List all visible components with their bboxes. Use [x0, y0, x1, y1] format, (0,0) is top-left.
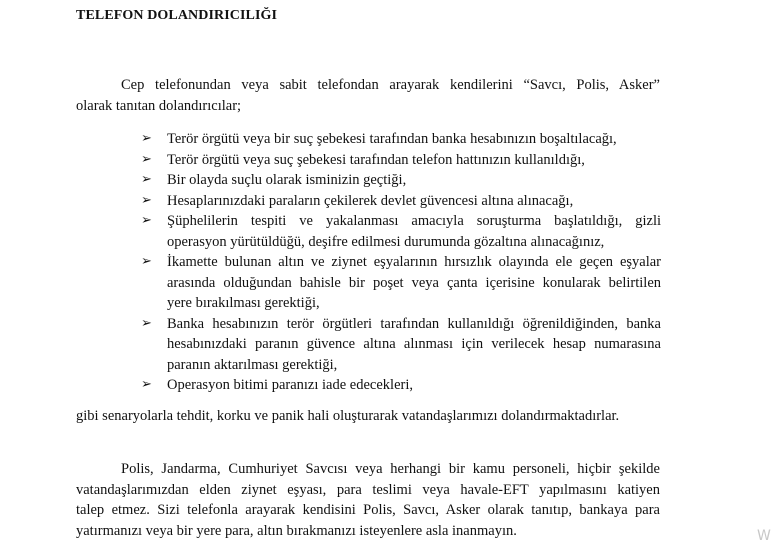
- list-item: [141, 191, 661, 212]
- summary-paragraph: [76, 406, 660, 427]
- document-title: TELEFON DOLANDIRICILIĞI: [76, 8, 278, 23]
- summary-line: gibi senaryolarla tehdit, korku ve panik hali oluşturarak vatandaşlarımızı dolandırmaktadırlar.: [76, 408, 620, 424]
- warning-line: yatırmanızı veya bir yere para, altın bırakmanızı isteyenlere asla inanmayın.: [76, 522, 517, 539]
- list-item-text: Hesaplarınızdaki paraların çekilerek devlet güvencesi altına alınacağı,: [167, 192, 574, 209]
- intro-paragraph: [76, 75, 660, 116]
- intro-line: olarak tanıtan dolandırıcılar;: [76, 97, 242, 114]
- list-item: [141, 170, 661, 191]
- list-item: [141, 375, 661, 396]
- list-item: [141, 252, 661, 314]
- list-item: [141, 314, 661, 376]
- warning-line: Polis, Jandarma, Cumhuriyet Savcısı veya herhangi bir kamu personeli, hiçbir şekilde: [121, 461, 660, 477]
- right-arrowhead-icon: ➢: [141, 254, 152, 269]
- list-item-text: Terör örgütü veya suç şebekesi tarafından telefon hattınızın kullanıldığı,: [167, 151, 585, 168]
- list-item-text: İkamette bulunan altın ve ziynet eşyalarının hırsızlık olayında ele geçen eşyalar: [167, 254, 661, 270]
- list-item-text: operasyon yürütüldüğü, deşifre edilmesi durumunda gözaltına alınacağınız,: [167, 233, 605, 250]
- list-item-text: Operasyon bitimi paranızı iade edecekleri,: [167, 377, 413, 393]
- list-item-text: yere bırakılması gerektiği,: [167, 295, 320, 311]
- right-arrowhead-icon: ➢: [141, 131, 152, 146]
- list-item: [141, 150, 661, 171]
- right-arrowhead-icon: ➢: [141, 151, 152, 167]
- warning-line: vatandaşlarımızdan elden ziynet eşyası, para teslimi veya havale-EFT yapılmasını katiyen: [76, 481, 660, 498]
- warning-line: talep etmez. Sizi telefonla arayarak kendisini Polis, Savcı, Asker olarak tanıtıp, bankaya para: [76, 502, 660, 518]
- warning-paragraph: [76, 459, 660, 541]
- right-arrowhead-icon: ➢: [141, 377, 152, 392]
- list-item-text: Terör örgütü veya bir suç şebekesi tarafından banka hesabınızın boşaltılacağı,: [167, 131, 617, 147]
- watermark-logo: W: [757, 528, 771, 544]
- list-item-text: paranın aktarılması gerektiği,: [167, 356, 338, 373]
- list-item-text: hesabınızdaki paranın güvence altına alınması için verilecek hesap numarasına: [167, 336, 661, 352]
- list-item: [141, 129, 661, 150]
- list-item-text: Şüphelilerin tespiti ve yakalanması amacıyla soruşturma başlatıldığı, gizli: [167, 213, 661, 229]
- intro-line: Cep telefonundan veya sabit telefondan arayarak kendilerini “Savcı, Polis, Asker”: [121, 77, 660, 93]
- right-arrowhead-icon: ➢: [141, 172, 152, 187]
- list-item-text: Banka hesabınızın terör örgütleri tarafından kullanıldığı öğrenildiğinden, banka: [167, 315, 661, 332]
- right-arrowhead-icon: ➢: [141, 315, 152, 331]
- list-item-text: arasında olduğundan bahisle bir poşet veya çanta içerisine konularak belirtilen: [167, 274, 661, 291]
- right-arrowhead-icon: ➢: [141, 213, 152, 228]
- list-item-text: Bir olayda suçlu olarak isminizin geçtiği,: [167, 172, 407, 188]
- scenario-list: [141, 129, 661, 396]
- right-arrowhead-icon: ➢: [141, 192, 152, 208]
- list-item: [141, 211, 661, 252]
